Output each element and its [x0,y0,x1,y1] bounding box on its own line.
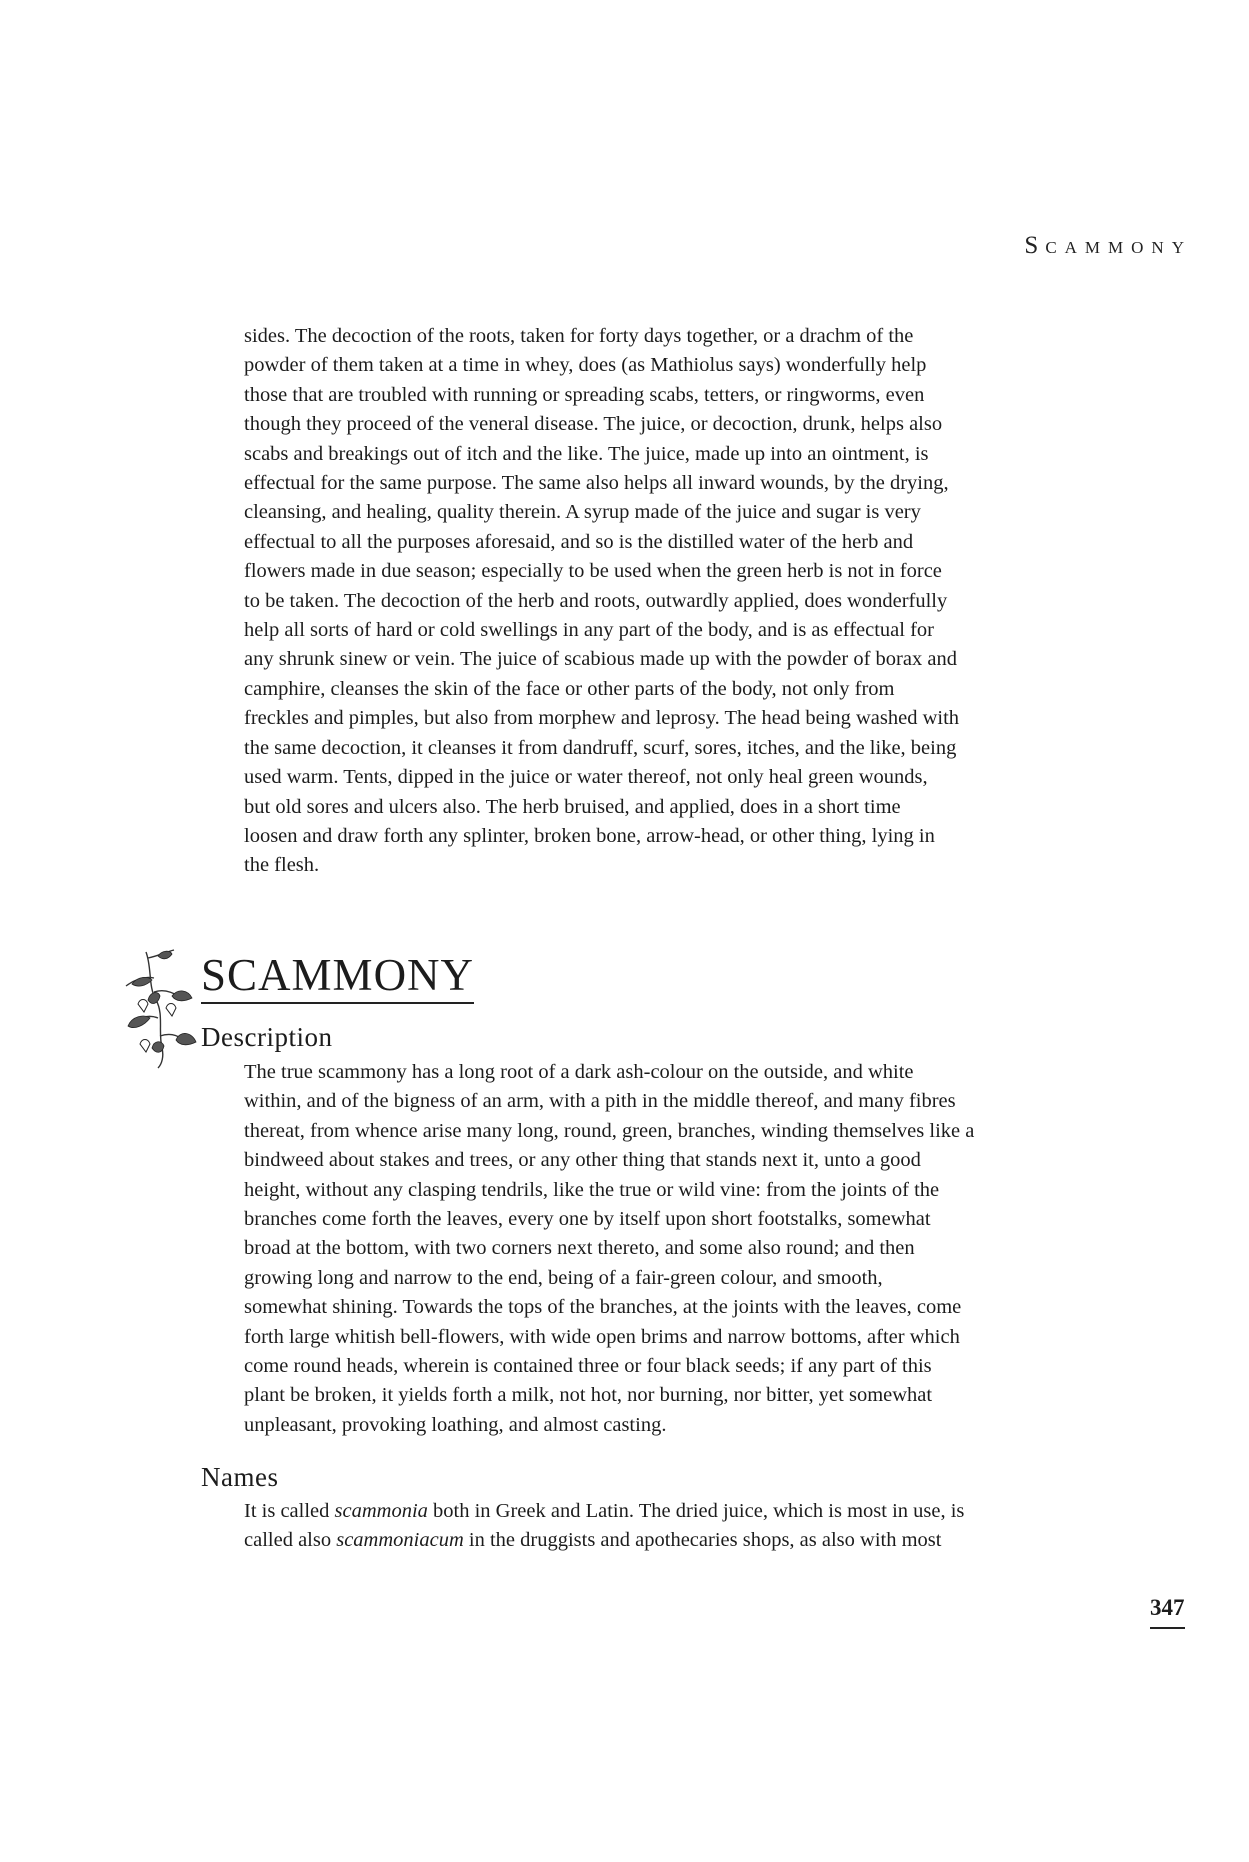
description-line: thereat, from whence arise many long, round, green, branches, winding themselves like a [244,1119,975,1142]
running-head-initial: S [1024,232,1046,259]
description-line: growing long and narrow to the end, being of a fair-green colour, and smooth, [244,1266,883,1289]
text-line: freckles and pimples, but also from morphew and leprosy. The head being washed with [244,707,960,730]
plant-illustration-icon [118,948,200,1070]
text-line: but old sores and ulcers also. The herb bruised, and applied, does in a short time [244,795,901,818]
names-heading: Names [201,1462,279,1492]
names-line1-pre: It is called [244,1500,335,1522]
page-number: 347 [1150,1595,1185,1629]
text-line: effectual for the same purpose. The same also helps all inward wounds, by the drying, [244,472,949,495]
text-line: loosen and draw forth any splinter, broken bone, arrow-head, or other thing, lying in [244,824,935,847]
names-line [244,1526,1079,1555]
text-line: any shrunk sinew or vein. The juice of scabious made up with the powder of borax and [244,648,957,671]
names-line2-pre: called also [244,1529,337,1552]
text-line: powder of them taken at a time in whey, does (as Mathiolus says) wonderfully help [244,354,927,377]
description-line: bindweed about stakes and trees, or any other thing that stands next it, unto a good [244,1149,921,1172]
names-line2-post: in the druggists and apothecaries shops, as also with most [463,1529,942,1552]
text-line: help all sorts of hard or cold swellings in any part of the body, and is as effectual for [244,619,934,642]
description-line: within, and of the bigness of an arm, with a pith in the middle thereof, and many fibres [244,1090,956,1113]
text-line: scabs and breakings out of itch and the like. The juice, made up into an ointment, is [244,442,929,465]
text-line: used warm. Tents, dipped in the juice or water thereof, not only heal green wounds, [244,766,928,789]
names-term-scammoniacum: scammoniacum [336,1529,464,1552]
text-line: the same decoction, it cleanses it from dandruff, scurf, sores, itches, and the like, being [244,736,957,759]
entry-title: SCAMMONY [201,950,474,1004]
description-line: branches come forth the leaves, every one by itself upon short footstalks, somewhat [244,1208,931,1231]
text-line: cleansing, and healing, quality therein. A syrup made of the juice and sugar is very [244,501,921,524]
running-head-rest: CAMMONY [1045,238,1192,257]
text-line: those that are troubled with running or spreading scabs, tetters, or ringworms, even [244,383,925,406]
names-term-scammonia: scammonia [334,1500,428,1522]
description-heading: Description [201,1022,333,1052]
text-line: though they proceed of the veneral disease. The juice, or decoction, drunk, helps also [244,413,943,436]
text-line: camphire, cleanses the skin of the face or other parts of the body, not only from [244,677,895,700]
continued-paragraph [244,322,1079,881]
text-line: sides. The decoction of the roots, taken for forty days together, or a drachm of the [244,325,914,347]
description-line: broad at the bottom, with two corners next thereto, and some also round; and then [244,1237,915,1260]
names-line [244,1497,1079,1526]
description-line: plant be broken, it yields forth a milk, not hot, nor burning, nor bitter, yet somewhat [244,1384,933,1407]
description-line: somewhat shining. Towards the tops of the branches, at the joints with the leaves, come [244,1296,962,1319]
names-paragraph [244,1497,1079,1556]
description-line: height, without any clasping tendrils, like the true or wild vine: from the joints of the [244,1178,940,1201]
text-line: flowers made in due season; especially to be used when the green herb is not in force [244,560,942,583]
description-line: forth large whitish bell-flowers, with wide open brims and narrow bottoms, after which [244,1325,960,1348]
names-line1-post: both in Greek and Latin. The dried juice, which is most in use, is [427,1500,965,1522]
text-line: the flesh. [244,854,320,877]
description-line: come round heads, wherein is contained three or four black seeds; if any part of this [244,1355,932,1378]
running-head [1024,232,1192,260]
description-line: The true scammony has a long root of a dark ash-colour on the outside, and white [244,1061,914,1083]
text-line: to be taken. The decoction of the herb and roots, outwardly applied, does wonderfully [244,589,948,612]
description-paragraph [244,1058,1079,1440]
text-line: effectual to all the purposes aforesaid, and so is the distilled water of the herb and [244,530,914,553]
description-line: unpleasant, provoking loathing, and almost casting. [244,1413,667,1436]
